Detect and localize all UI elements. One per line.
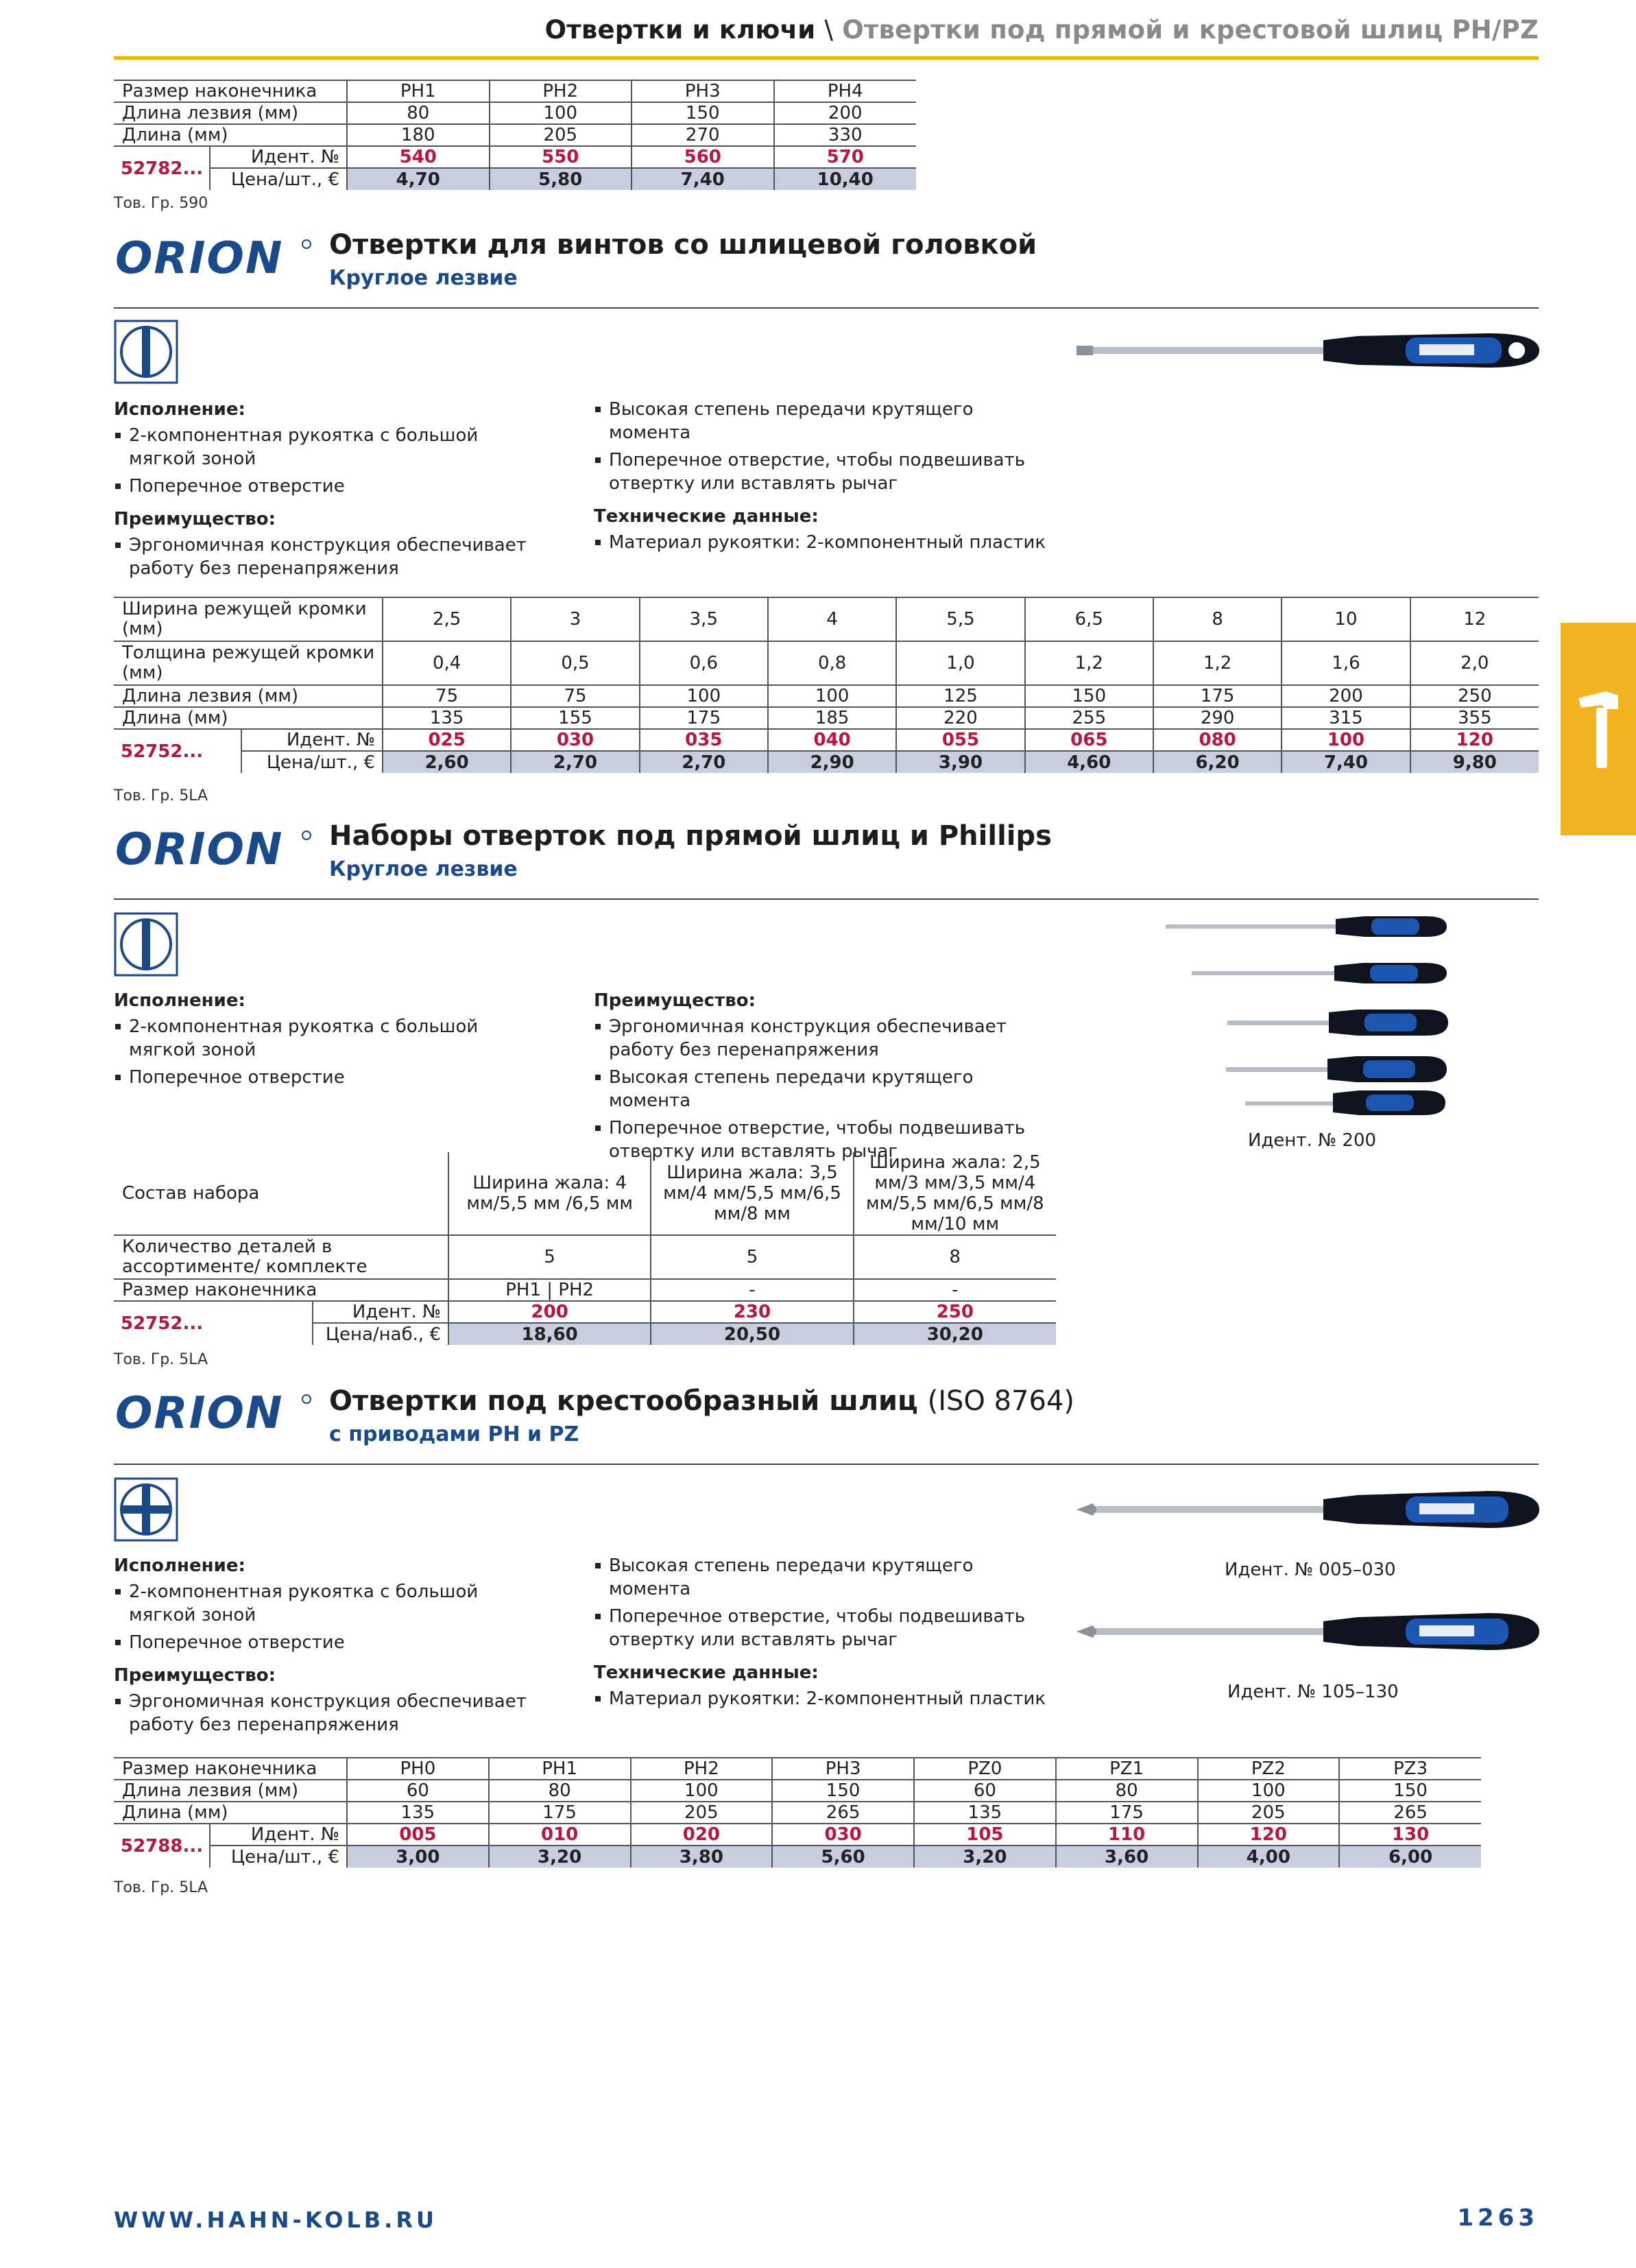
table-cell: 290 <box>1153 707 1282 729</box>
article-number: 52752... <box>121 1313 204 1334</box>
row-label: Размер наконечника <box>114 1279 448 1301</box>
price-cell: 5,80 <box>490 168 632 190</box>
header-category: Отвертки и ключи <box>544 15 816 45</box>
table-cell: 3,5 <box>640 597 768 641</box>
id-cell[interactable]: 120 <box>1410 729 1539 751</box>
table-cell: 5,5 <box>896 597 1024 641</box>
row-label: Ширина режущей кромки (мм) <box>114 597 383 641</box>
section-title: Наборы отверток под прямой шлиц и Phillips <box>329 820 1052 852</box>
table-cell: 265 <box>772 1802 914 1824</box>
table-cell: 1,2 <box>1153 641 1282 685</box>
section-title-standard: (ISO 8764) <box>927 1385 1075 1417</box>
table-cell: - <box>651 1279 853 1301</box>
table-cell: 0,8 <box>768 641 896 685</box>
table-cell: 255 <box>1025 707 1153 729</box>
design-item: Поперечное отверстие <box>114 1631 539 1654</box>
screwdriver-slotted-image <box>1076 320 1543 381</box>
price-cell: 4,70 <box>347 168 490 190</box>
table-cell: 12 <box>1410 597 1539 641</box>
screwdriver-set-image <box>1166 909 1454 1122</box>
features-block <box>594 398 1046 554</box>
price-cell: 6,20 <box>1153 751 1282 773</box>
tech-heading: Технические данные: <box>594 506 819 527</box>
id-cell[interactable]: 055 <box>896 729 1024 751</box>
table-cell: PH2 <box>631 1758 773 1780</box>
price-cell: 3,00 <box>347 1846 489 1867</box>
row-label: Длина лезвия (мм) <box>114 685 383 707</box>
table-cell: 75 <box>383 685 511 707</box>
id-cell[interactable]: 570 <box>774 146 917 168</box>
table-cell: 100 <box>631 1780 773 1802</box>
price-cell: 10,40 <box>774 168 917 190</box>
table-cell: 8 <box>1153 597 1282 641</box>
id-cell[interactable]: 020 <box>631 1824 773 1846</box>
table-cell: 155 <box>511 707 639 729</box>
table-cell: 80 <box>1056 1780 1198 1802</box>
price-cell: 9,80 <box>1410 751 1539 773</box>
price-cell: 6,00 <box>1339 1846 1481 1867</box>
orion-logo <box>114 826 313 871</box>
section-title <box>329 1385 1074 1417</box>
design-heading: Исполнение: <box>114 1555 245 1576</box>
table-cell: 5 <box>651 1235 853 1279</box>
header-separator: \ <box>824 15 834 45</box>
screwdriver-phillips-image <box>1076 1479 1543 1540</box>
table-cell: 80 <box>347 102 490 124</box>
table-cell: 175 <box>1056 1802 1198 1824</box>
table-cell: 175 <box>489 1802 631 1824</box>
table-cell: PZ3 <box>1339 1758 1481 1780</box>
price-cell: 20,50 <box>651 1323 853 1345</box>
section-rule <box>114 898 1539 900</box>
advantage-item: Поперечное отверстие, чтобы подвешивать отвертку или вставлять рычаг <box>594 1117 1046 1163</box>
table-cell: 330 <box>774 124 917 146</box>
table-cell: 200 <box>1282 685 1410 707</box>
section-subtitle: Круглое лезвие <box>329 857 518 881</box>
table-cell: PH3 <box>772 1758 914 1780</box>
id-cell[interactable]: 560 <box>631 146 774 168</box>
table-cell: PH4 <box>774 80 917 102</box>
id-label: Идент. № <box>210 146 347 168</box>
table-cell: 1,0 <box>896 641 1024 685</box>
table-cell: 100 <box>640 685 768 707</box>
price-cell: 2,70 <box>511 751 639 773</box>
price-cell: 2,70 <box>640 751 768 773</box>
id-label: Идент. № <box>313 1301 448 1323</box>
id-cell[interactable]: 035 <box>640 729 768 751</box>
page-header <box>545 15 1539 45</box>
id-cell[interactable]: 550 <box>490 146 632 168</box>
table-cell: 265 <box>1339 1802 1481 1824</box>
id-cell[interactable]: 030 <box>511 729 639 751</box>
table-cell: 205 <box>490 124 632 146</box>
price-cell: 18,60 <box>448 1323 651 1345</box>
id-cell[interactable]: 065 <box>1025 729 1153 751</box>
table-cell: 80 <box>489 1780 631 1802</box>
table-cell: 185 <box>768 707 896 729</box>
slotted-screw-icon <box>114 320 178 384</box>
price-label: Цена/шт., € <box>210 1846 347 1867</box>
design-item: Поперечное отверстие <box>114 1066 539 1089</box>
header-rule <box>114 56 1539 60</box>
price-cell: 3,80 <box>631 1846 773 1867</box>
row-label: Размер наконечника <box>114 80 347 102</box>
design-heading: Исполнение: <box>114 990 245 1011</box>
advantage-item: Эргономичная конструкция обеспечивает работу без перенапряжения <box>594 1015 1046 1062</box>
table-cell: 150 <box>631 102 774 124</box>
id-cell[interactable]: 080 <box>1153 729 1282 751</box>
table-cell: 3 <box>511 597 639 641</box>
advantage-heading: Преимущество: <box>114 1665 276 1686</box>
table-cell: 315 <box>1282 707 1410 729</box>
row-label: Количество деталей в ассортименте/ комплекте <box>114 1235 448 1279</box>
top-spec-table <box>114 80 916 190</box>
row-label: Длина (мм) <box>114 1802 347 1824</box>
feature-item: Высокая степень передачи крутящего момента <box>594 1554 1046 1601</box>
table-cell: 100 <box>1198 1780 1340 1802</box>
table-cell: 4 <box>768 597 896 641</box>
id-cell[interactable]: 120 <box>1198 1824 1340 1846</box>
advantage-item: Эргономичная конструкция обеспечивает работу без перенапряжения <box>114 534 539 580</box>
tech-item: Материал рукоятки: 2-компонентный пластик <box>594 531 1046 554</box>
article-number: 52752... <box>121 741 204 762</box>
table-cell: 175 <box>640 707 768 729</box>
table-cell: 1,6 <box>1282 641 1410 685</box>
set-description: Ширина жала: 2,5 мм/3 мм/3,5 мм/4 мм/5,5 мм/6,5 мм/8 мм/10 мм <box>854 1152 1056 1235</box>
table-cell: 100 <box>490 102 632 124</box>
features-block <box>594 1554 1046 1710</box>
section-subtitle: Круглое лезвие <box>329 266 518 290</box>
id-cell[interactable]: 040 <box>768 729 896 751</box>
id-cell[interactable]: 110 <box>1056 1824 1198 1846</box>
design-item: Поперечное отверстие <box>114 475 539 498</box>
header-subcategory: Отвертки под прямой и крестовой шлиц PH/PZ <box>842 15 1539 45</box>
section-rule <box>114 307 1539 309</box>
table-cell: 60 <box>347 1780 489 1802</box>
table-cell: - <box>854 1279 1056 1301</box>
table-cell: 125 <box>896 685 1024 707</box>
screwdriver-pozidriv-image <box>1076 1601 1543 1662</box>
advantage-heading: Преимущество: <box>114 509 276 529</box>
id-cell[interactable]: 030 <box>772 1824 914 1846</box>
id-cell[interactable]: 100 <box>1282 729 1410 751</box>
feature-item: Поперечное отверстие, чтобы подвешивать отвертку или вставлять рычаг <box>594 1605 1046 1651</box>
table-cell: 135 <box>347 1802 489 1824</box>
design-block <box>114 398 539 580</box>
table-cell: PZ0 <box>914 1758 1056 1780</box>
price-cell: 4,00 <box>1198 1846 1340 1867</box>
id-cell[interactable]: 540 <box>347 146 490 168</box>
table-cell: 175 <box>1153 685 1282 707</box>
table-cell: 200 <box>774 102 917 124</box>
table-cell: PH1 <box>489 1758 631 1780</box>
price-label: Цена/шт., € <box>241 751 383 773</box>
feature-item: Поперечное отверстие, чтобы подвешивать отвертку или вставлять рычаг <box>594 449 1046 495</box>
section-rule <box>114 1464 1539 1465</box>
id-label: Идент. № <box>210 1824 347 1846</box>
slotted-screw-icon <box>114 912 178 977</box>
row-label: Длина лезвия (мм) <box>114 102 347 124</box>
price-cell: 30,20 <box>854 1323 1056 1345</box>
category-side-tab[interactable] <box>1561 623 1636 835</box>
table-cell: 1,2 <box>1025 641 1153 685</box>
price-cell: 3,60 <box>1056 1846 1198 1867</box>
section1-spec-table <box>114 597 1539 773</box>
set-description: Ширина жала: 4 мм/5,5 мм /6,5 мм <box>448 1152 651 1235</box>
image-caption: Идент. № 105–130 <box>1227 1682 1399 1702</box>
brand-name: ORION <box>115 1389 284 1435</box>
phillips-screw-icon <box>114 1477 178 1542</box>
brand-name: ORION <box>115 826 284 871</box>
table-cell: PH0 <box>347 1758 489 1780</box>
table-cell: 250 <box>1410 685 1539 707</box>
table-cell: 8 <box>854 1235 1056 1279</box>
table-cell: PZ1 <box>1056 1758 1198 1780</box>
table-cell: 150 <box>772 1780 914 1802</box>
table-cell: PH1 | PH2 <box>448 1279 651 1301</box>
table-cell: 0,4 <box>383 641 511 685</box>
set-description: Ширина жала: 3,5 мм/4 мм/5,5 мм/6,5 мм/8 мм <box>651 1152 853 1235</box>
id-cell[interactable]: 130 <box>1339 1824 1481 1846</box>
price-cell: 7,40 <box>631 168 774 190</box>
tech-heading: Технические данные: <box>594 1662 819 1683</box>
article-number: 52788... <box>121 1835 204 1857</box>
table-cell: 100 <box>768 685 896 707</box>
product-group: Тов. Гр. 590 <box>114 195 208 212</box>
brand-name: ORION <box>115 235 284 280</box>
table-cell: 60 <box>914 1780 1056 1802</box>
price-cell: 5,60 <box>772 1846 914 1867</box>
row-label: Длина (мм) <box>114 707 383 729</box>
table-cell: 2,5 <box>383 597 511 641</box>
table-cell: 5 <box>448 1235 651 1279</box>
advantage-item: Эргономичная конструкция обеспечивает работу без перенапряжения <box>114 1690 539 1736</box>
design-heading: Исполнение: <box>114 399 245 420</box>
table-cell: 180 <box>347 124 490 146</box>
id-cell[interactable]: 025 <box>383 729 511 751</box>
orion-logo <box>114 235 313 280</box>
image-caption: Идент. № 005–030 <box>1225 1560 1396 1580</box>
advantage-heading: Преимущество: <box>594 990 756 1011</box>
price-cell: 3,20 <box>914 1846 1056 1867</box>
table-cell: 135 <box>383 707 511 729</box>
advantage-block <box>594 989 1046 1163</box>
section3-spec-table <box>114 1757 1481 1867</box>
table-cell: 0,6 <box>640 641 768 685</box>
table-cell: 2,0 <box>1410 641 1539 685</box>
table-cell: PH3 <box>631 80 774 102</box>
design-item: 2-компонентная рукоятка с большой мягкой зоной <box>114 1580 539 1627</box>
row-label: Длина лезвия (мм) <box>114 1780 347 1802</box>
section-subtitle: с приводами PH и PZ <box>329 1422 579 1446</box>
table-cell: 205 <box>1198 1802 1340 1824</box>
id-label: Идент. № <box>241 729 383 751</box>
price-cell: 4,60 <box>1025 751 1153 773</box>
price-cell: 3,20 <box>489 1846 631 1867</box>
table-cell: 270 <box>631 124 774 146</box>
row-label: Толщина режущей кромки (мм) <box>114 641 383 685</box>
hammer-icon <box>1576 689 1621 771</box>
row-label: Состав набора <box>114 1152 448 1235</box>
price-label: Цена/шт., € <box>210 168 347 190</box>
id-cell[interactable]: 010 <box>489 1824 631 1846</box>
table-cell: 150 <box>1339 1780 1481 1802</box>
id-cell[interactable]: 200 <box>448 1301 651 1323</box>
design-item: 2-компонентная рукоятка с большой мягкой зоной <box>114 424 539 470</box>
section-title: Отвертки для винтов со шлицевой головкой <box>329 229 1037 261</box>
table-cell: 205 <box>631 1802 773 1824</box>
price-cell: 2,90 <box>768 751 896 773</box>
price-cell: 7,40 <box>1282 751 1410 773</box>
website-link[interactable]: WWW.HAHN-KOLB.RU <box>114 2207 437 2233</box>
price-cell: 3,90 <box>896 751 1024 773</box>
table-cell: PH2 <box>490 80 632 102</box>
table-cell: 150 <box>1025 685 1153 707</box>
advantage-item: Высокая степень передачи крутящего момента <box>594 1066 1046 1112</box>
design-item: 2-компонентная рукоятка с большой мягкой зоной <box>114 1015 539 1062</box>
table-cell: 135 <box>914 1802 1056 1824</box>
image-caption: Идент. № 200 <box>1248 1130 1377 1151</box>
id-cell[interactable]: 250 <box>854 1301 1056 1323</box>
tech-item: Материал рукоятки: 2-компонентный пластик <box>594 1687 1046 1710</box>
product-group: Тов. Гр. 5LA <box>114 787 208 804</box>
page-number: 1263 <box>1457 2204 1539 2232</box>
table-cell: 75 <box>511 685 639 707</box>
section-title-text: Отвертки под крестообразный шлиц <box>329 1385 918 1417</box>
table-cell: 0,5 <box>511 641 639 685</box>
table-cell: 6,5 <box>1025 597 1153 641</box>
table-cell: 220 <box>896 707 1024 729</box>
row-label: Размер наконечника <box>114 1758 347 1780</box>
orion-logo <box>114 1389 313 1435</box>
section2-set-table <box>114 1152 1056 1345</box>
design-block <box>114 1554 539 1736</box>
table-cell: PH1 <box>347 80 490 102</box>
design-block <box>114 989 539 1089</box>
table-cell: PZ2 <box>1198 1758 1340 1780</box>
article-number: 52782... <box>121 158 204 179</box>
id-cell[interactable]: 005 <box>347 1824 489 1846</box>
product-group: Тов. Гр. 5LA <box>114 1351 208 1368</box>
id-cell[interactable]: 230 <box>651 1301 853 1323</box>
table-cell: 10 <box>1282 597 1410 641</box>
id-cell[interactable]: 105 <box>914 1824 1056 1846</box>
feature-item: Высокая степень передачи крутящего момента <box>594 398 1046 444</box>
price-label: Цена/наб., € <box>313 1323 448 1345</box>
row-label: Длина (мм) <box>114 124 347 146</box>
price-cell: 2,60 <box>383 751 511 773</box>
table-cell: 355 <box>1410 707 1539 729</box>
product-group: Тов. Гр. 5LA <box>114 1879 208 1896</box>
